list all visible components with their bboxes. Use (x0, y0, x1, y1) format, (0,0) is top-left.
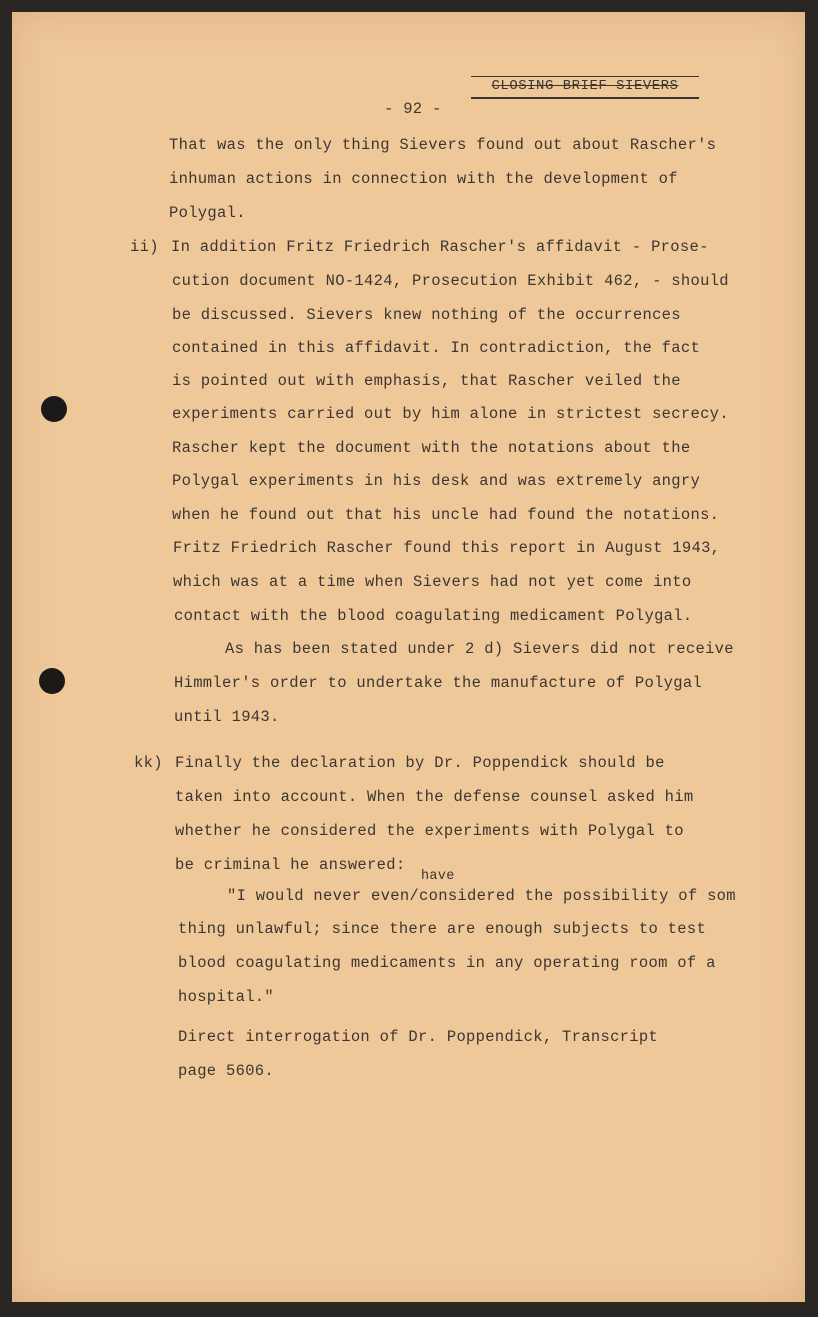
punch-hole-top (41, 396, 67, 422)
text-line: is pointed out with emphasis, that Rascher veiled the (172, 372, 681, 390)
quote-line: hospital." (178, 988, 275, 1006)
header-title: CLOSING BRIEF SIEVERS (491, 78, 679, 94)
text-line: until 1943. (174, 708, 280, 726)
text-line: Polygal. (169, 204, 246, 222)
text-line: cution document NO-1424, Prosecution Exhibit 462, - should (172, 272, 729, 290)
item-marker: kk) (134, 754, 163, 772)
text-line: Rascher kept the document with the notations about the (172, 439, 691, 457)
text-line: Polygal experiments in his desk and was extremely angry (172, 472, 701, 490)
text-line: Fritz Friedrich Rascher found this report in August 1943, (173, 539, 721, 557)
item-marker: ii) (130, 238, 159, 256)
document-header (471, 76, 699, 99)
document-page (12, 12, 805, 1302)
text-line: Finally the declaration by Dr. Poppendick should be (175, 754, 665, 772)
text-line: which was at a time when Sievers had not yet come into (173, 573, 692, 591)
text-line: be criminal he answered: (175, 856, 406, 874)
text-line: contained in this affidavit. In contradiction, the fact (172, 339, 701, 357)
quote-line: thing unlawful; since there are enough subjects to test (178, 920, 707, 938)
text-line: whether he considered the experiments with Polygal to (175, 822, 684, 840)
quote-line: blood coagulating medicaments in any operating room of a (178, 954, 716, 972)
text-line: taken into account. When the defense counsel asked him (175, 788, 694, 806)
text-line: experiments carried out by him alone in strictest secrecy. (172, 405, 729, 423)
text-line: contact with the blood coagulating medicament Polygal. (174, 607, 693, 625)
text-line: That was the only thing Sievers found out about Rascher's (169, 136, 717, 154)
quote-line: "I would never even/considered the possibility of som (227, 887, 736, 905)
punch-hole-bottom (39, 668, 65, 694)
text-line: In addition Fritz Friedrich Rascher's affidavit - Prose- (171, 238, 709, 256)
text-line: when he found out that his uncle had found the notations. (172, 506, 720, 524)
citation-line: Direct interrogation of Dr. Poppendick, Transcript (178, 1028, 659, 1046)
text-line: be discussed. Sievers knew nothing of the occurrences (172, 306, 681, 324)
text-line: As has been stated under 2 d) Sievers did not receive (225, 640, 734, 658)
handwritten-insertion: have (421, 869, 455, 884)
citation-line: page 5606. (178, 1062, 275, 1080)
text-line: inhuman actions in connection with the development of (169, 170, 678, 188)
text-line: Himmler's order to undertake the manufacture of Polygal (174, 674, 703, 692)
page-number: - 92 - (384, 100, 442, 118)
